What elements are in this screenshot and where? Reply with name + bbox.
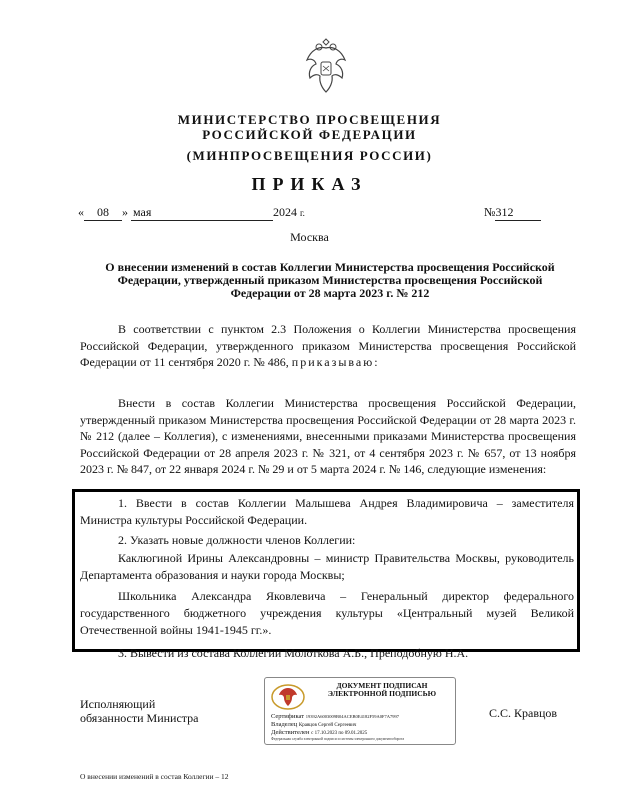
order-date	[78, 205, 305, 221]
valid-value: с 17.10.2023 по 09.01.2025	[311, 731, 368, 736]
stamp-title-line2: ЭЛЕКТРОННОЙ ПОДПИСЬЮ	[327, 689, 437, 698]
footer-note: О внесении изменений в состав Коллегии – 12	[80, 772, 229, 781]
preamble-paragraph	[80, 321, 576, 371]
signer-role-line1: Исполняющий	[80, 697, 156, 711]
stamp-title-line1: ДОКУМЕНТ ПОДПИСАН	[336, 681, 428, 690]
item-2b: Школьника Александра Яковлевича – Генеральный директор федерального государственного бюджетного учреждения культуры «Центральный музей Великой Отечественной войны 1941-1945 гг.».	[80, 589, 574, 637]
coat-of-arms-icon	[299, 38, 353, 98]
order-number	[484, 205, 541, 221]
preamble-text: В соответствии с пунктом 2.3 Положения о Коллегии Министерства просвещения Российской Федерации, утвержденного приказом Министерства просвещения Российской Федерации от 11 сентября 2020 г. № 486,	[80, 322, 576, 369]
eagle-seal-icon	[270, 683, 306, 711]
item-2: 2. Указать новые должности членов Коллегии:	[118, 533, 356, 547]
city: Москва	[290, 230, 329, 244]
cert-value: 19392A6003009B04ACEB0E4182F59A0F7A7997	[305, 714, 399, 719]
electronic-signature-stamp	[264, 677, 456, 745]
date-day: 08	[84, 205, 122, 221]
cert-label: Сертификат	[271, 713, 305, 720]
signer-name: С.С. Кравцов	[489, 706, 558, 720]
date-month: мая	[131, 205, 273, 221]
date-open-quote: «	[78, 205, 84, 219]
owner-label: Владелец	[271, 721, 298, 728]
changes-intro-paragraph: Внести в состав Коллегии Министерства просвещения Российской Федерации, утвержденный приказом Министерства просвещения Российской Федерации от 28 марта 2023 г. № 212 (далее – Коллегия), с изменениями, внесенными приказами Министерства просвещения Российской Федерации от 28 апреля 2023 г. № 321, от 4 сентября 2023 г. № 657, от 13 ноября 2023 г. № 847, от 22 января 2024 г. № 29 и от 5 марта 2024 г. № 146, следующие изменения:	[80, 396, 576, 476]
date-close-quote: »	[122, 205, 128, 219]
order-title: О внесении изменений в состав Коллегии Министерства просвещения Российской Федерации, утвержденный приказом Министерства просвещения Российской Федерации от 28 марта 2023 г. № 212	[105, 260, 555, 300]
signer-role-line2: обязанности Министра	[80, 711, 199, 725]
number-sign: №	[484, 205, 496, 219]
item-2a: Каклюгиной Ирины Александровны – министр Правительства Москвы, руководитель Департамента образования и науки города Москвы;	[80, 551, 574, 582]
item-1: 1. Ввести в состав Коллегии Малышева Андрея Владимировича – заместителя Министра культуры Российской Федерации.	[80, 496, 574, 527]
ministry-name-line1: МИНИСТЕРСТВО ПРОСВЕЩЕНИЯ	[177, 112, 442, 127]
owner-value: Кравцов Сергей Сергеевич	[298, 723, 357, 728]
item-3: 3. Вывести из состава Коллегии Молоткова А.Б., Преподобную Н.А.	[118, 646, 469, 660]
ministry-name-line2: РОССИЙСКОЙ ФЕДЕРАЦИИ	[202, 127, 417, 142]
ministry-short-name: (МИНПРОСВЕЩЕНИЯ РОССИИ)	[186, 148, 433, 163]
document-type: ПРИКАЗ	[251, 174, 368, 194]
signer-role	[80, 697, 199, 725]
valid-label: Действителен	[271, 729, 310, 736]
number-value: 312	[495, 205, 541, 221]
date-year-suffix: г.	[300, 208, 305, 218]
order-word: приказываю:	[291, 355, 380, 369]
stamp-title	[313, 682, 451, 698]
stamp-note: Федеральная служба электронной подписи и системы электронного документооборота	[271, 737, 405, 741]
cert-row	[271, 713, 399, 721]
date-year: 2024	[273, 205, 297, 219]
